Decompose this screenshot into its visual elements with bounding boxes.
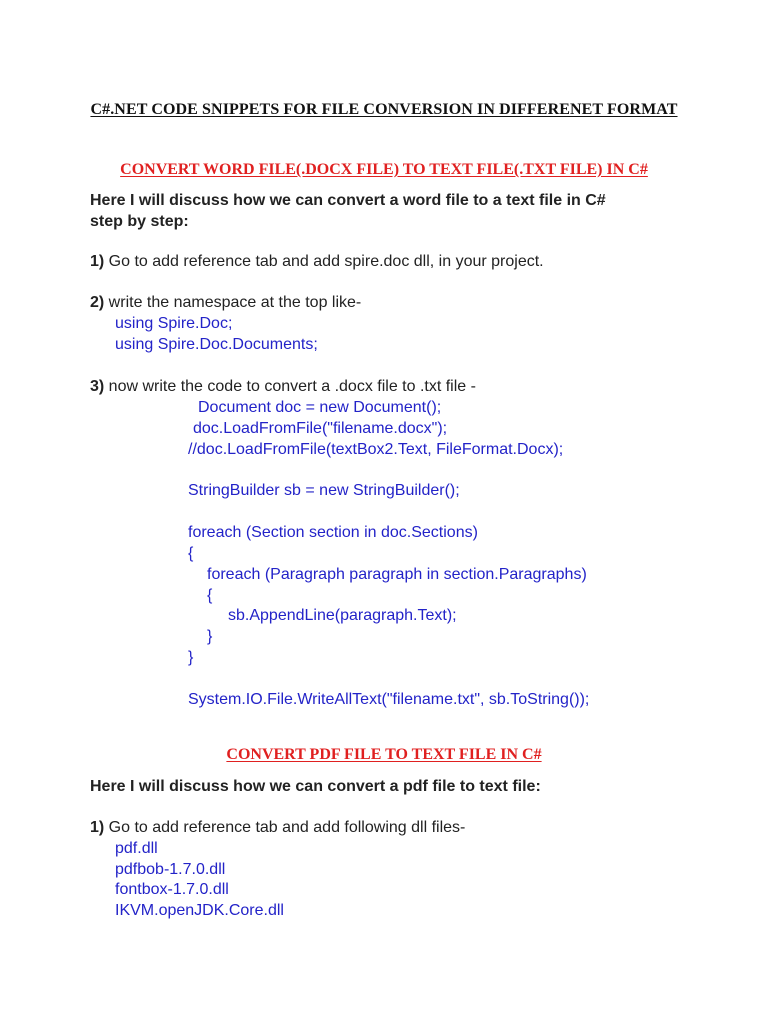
- code-line: System.IO.File.WriteAllText("filename.txt", sb.ToString());: [188, 691, 590, 708]
- step-text: Go to add reference tab and add following dll files-: [104, 819, 466, 836]
- section1-intro-line2: step by step:: [90, 213, 189, 230]
- dll-item: fontbox-1.7.0.dll: [115, 881, 229, 898]
- step-number: 2): [90, 294, 105, 311]
- step-number: 1): [90, 253, 105, 270]
- step-3: [90, 377, 476, 397]
- code-line: sb.AppendLine(paragraph.Text);: [228, 607, 457, 624]
- code-line: doc.LoadFromFile("filename.docx");: [193, 420, 448, 437]
- code-line: {: [207, 587, 213, 604]
- step-2: [90, 293, 361, 313]
- namespace-line: using Spire.Doc;: [115, 315, 233, 332]
- code-line: foreach (Paragraph paragraph in section.Paragraphs): [207, 566, 587, 583]
- code-line: Document doc = new Document();: [198, 399, 442, 416]
- step-1: [90, 252, 544, 272]
- code-line: //doc.LoadFromFile(textBox2.Text, FileFormat.Docx);: [188, 441, 564, 458]
- step-text: Go to add reference tab and add spire.doc dll, in your project.: [104, 253, 544, 270]
- code-line: }: [207, 628, 213, 645]
- section2-intro: Here I will discuss how we can convert a pdf file to text file:: [90, 778, 541, 795]
- dll-item: pdfbob-1.7.0.dll: [115, 861, 226, 878]
- dll-item: pdf.dll: [115, 840, 158, 857]
- step-number: 3): [90, 378, 105, 395]
- code-line: }: [188, 649, 194, 666]
- code-line: {: [188, 545, 194, 562]
- step-number: 1): [90, 819, 105, 836]
- code-line: StringBuilder sb = new StringBuilder();: [188, 482, 460, 499]
- namespace-line: using Spire.Doc.Documents;: [115, 336, 318, 353]
- dll-item: IKVM.openJDK.Core.dll: [115, 902, 284, 919]
- code-line: foreach (Section section in doc.Sections): [188, 524, 478, 541]
- step-text: now write the code to convert a .docx file to .txt file -: [104, 378, 476, 395]
- section-heading-pdf-to-text: CONVERT PDF FILE TO TEXT FILE IN C#: [226, 746, 542, 763]
- step-text: write the namespace at the top like-: [104, 294, 362, 311]
- page-title: C#.NET CODE SNIPPETS FOR FILE CONVERSION IN DIFFERENET FORMAT: [90, 101, 678, 118]
- step-1: [90, 818, 465, 838]
- section-heading-word-to-text: CONVERT WORD FILE(.DOCX FILE) TO TEXT FILE(.TXT FILE) IN C#: [120, 161, 648, 178]
- section1-intro: [90, 190, 690, 232]
- section1-intro-line1: Here I will discuss how we can convert a word file to a text file in C#: [90, 192, 606, 209]
